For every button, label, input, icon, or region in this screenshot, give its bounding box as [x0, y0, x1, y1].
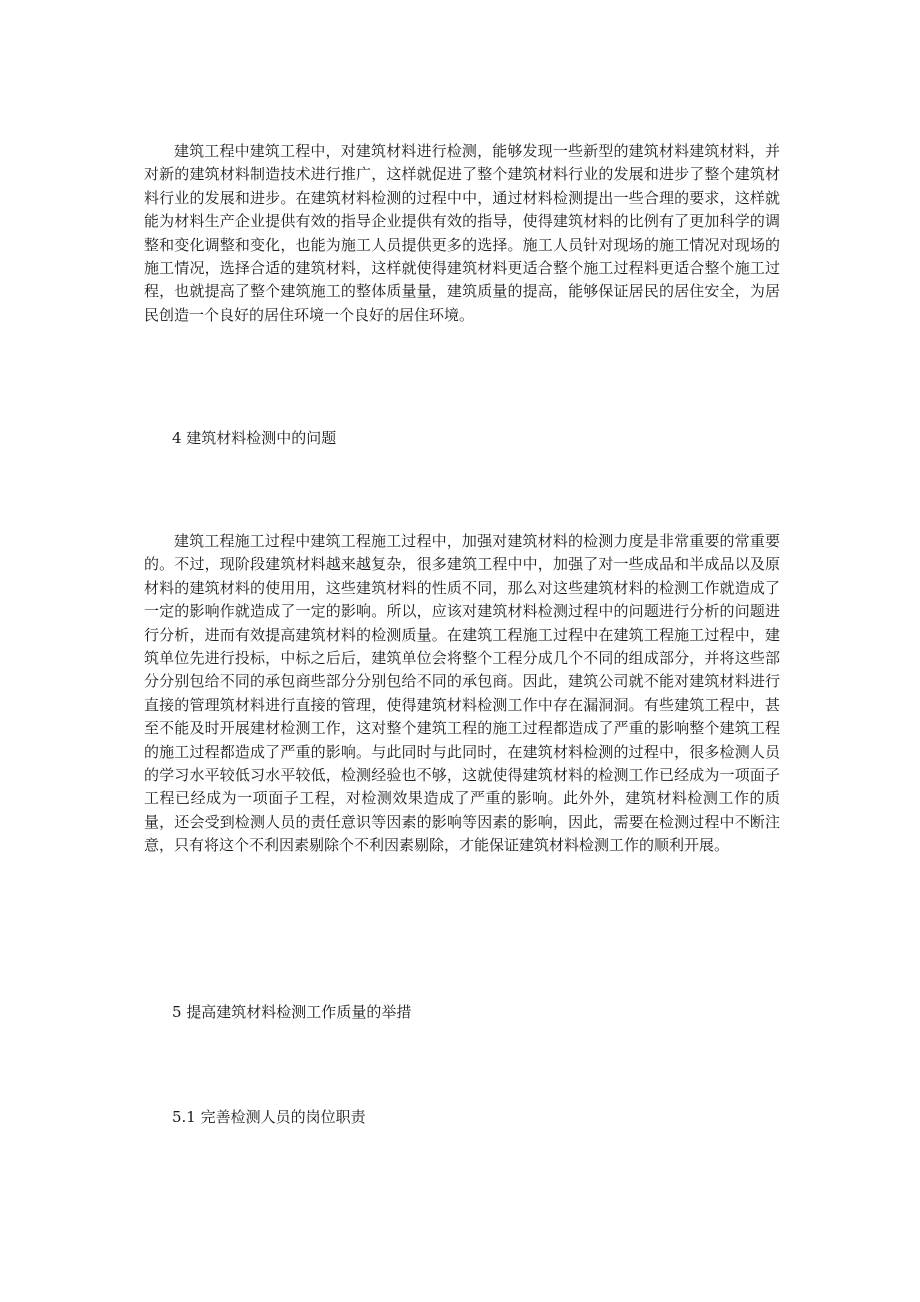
subsection-heading-5-1: 5.1 完善检测人员的岗位职责: [172, 1108, 366, 1126]
body-paragraph-1: 建筑工程中建筑工程中，对建筑材料进行检测，能够发现一些新型的建筑材料建筑材料，并对新的建筑材料制造技术进行推广，这样就促进了整个建筑材料行业的发展和进步了整个建筑材料行业的发展和进步。在建筑材料检测的过程中中，通过材料检测提出一些合理的要求，这样就能为材料生产企业提供有效的指导企业提供有效的指导，使得建筑材料的比例有了更加科学的调整和变化调整和变化，也能为施工人员提供更多的选择。施工人员针对现场的施工情况对现场的施工情况，选择合适的建筑材料，这样就使得建筑材料更适合整个施工过程料更适合整个施工过程，也就提高了整个建筑施工的整体质量量，建筑质量的提高，能够保证居民的居住安全，为居民创造一个良好的居住环境一个良好的居住环境。: [144, 142, 780, 324]
section-heading-5: 5 提高建筑材料检测工作质量的举措: [172, 1003, 412, 1021]
section-heading-4: 4 建筑材料检测中的问题: [172, 429, 337, 447]
body-paragraph-2: 建筑工程施工过程中建筑工程施工过程中，加强对建筑材料的检测力度是非常重要的常重要的。不过，现阶段建筑材料越来越复杂，很多建筑工程中中，加强了对一些成品和半成品以及原材料的建筑材料的使用用，这些建筑材料的性质不同，那么对这些建筑材料的检测工作就造成了一定的影响作就造成了一定的影响。所以，应该对建筑材料检测过程中的问题进行分析的问题进行分析，进而有效提高建筑材料的检测质量。在建筑工程施工过程中在建筑工程施工过程中，建筑单位先进行投标，中标之后后，建筑单位会将整个工程分成几个不同的组成部分，并将这些部分分别包给不同的承包商些部分分别包给不同的承包商。因此，建筑公司就不能对建筑材料进行直接的管理筑材料进行直接的管理，使得建筑材料检测工作中存在漏洞洞。有些建筑工程中，甚至不能及时开展建材检测工作，这对整个建筑工程的施工过程都造成了严重的影响整个建筑工程的施工过程都造成了严重的影响。与此同时与此同时，在建筑材料检测的过程中，很多检测人员的学习水平较低习水平较低，检测经验也不够，这就使得建筑材料的检测工作已经成为一项面子工程已经成为一项面子工程，对检测效果造成了严重的影响。此外外，建筑材料检测工作的质量，还会受到检测人员的责任意识等因素的影响等因素的影响，因此，需要在检测过程中不断注意，只有将这个不利因素剔除个不利因素剔除，才能保证建筑材料检测工作的顺利开展。: [144, 532, 780, 855]
